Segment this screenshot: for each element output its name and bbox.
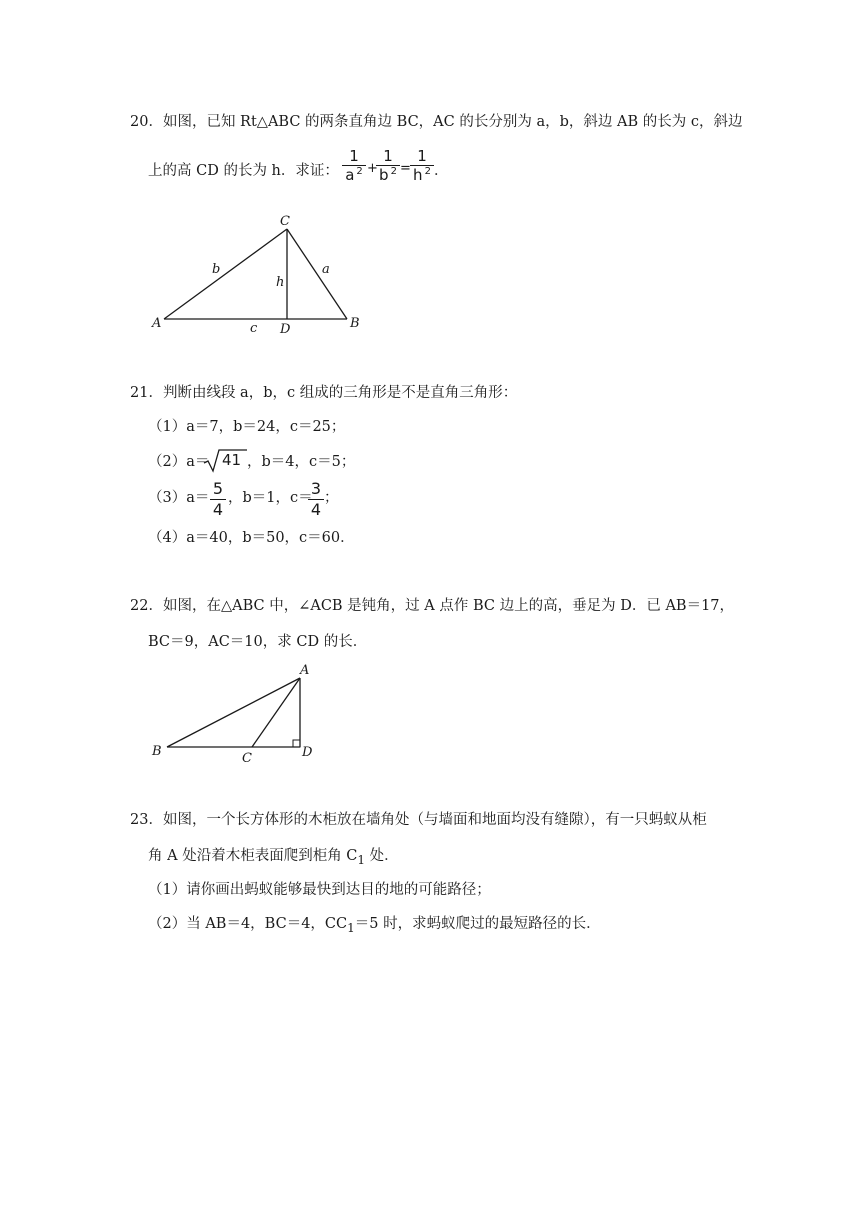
problem-21-item-3-suffix: ； bbox=[324, 490, 339, 506]
vertex-c-label: C bbox=[242, 751, 252, 766]
radicand-41: 41 bbox=[222, 451, 242, 469]
vertex-b-label: B bbox=[152, 744, 162, 759]
problem-23-line2: 角 A 处沿着木柜表面爬到柜角 $C_1$ 处． bbox=[148, 848, 399, 867]
problem-22-triangle-figure bbox=[145, 660, 335, 770]
vertex-a-label: A bbox=[300, 663, 310, 678]
equals-sign: = bbox=[400, 161, 411, 176]
vertex-b-label: B bbox=[350, 316, 360, 331]
side-c-label: c bbox=[250, 321, 258, 336]
fraction-5-over-4: 5 4 bbox=[210, 480, 226, 519]
problem-23-line1: 23．如图，一个长方体形的木柜放在墙角处（与墙面和地面均没有缝隙），有一只蚂蚁从柜 bbox=[130, 812, 707, 828]
problem-20-line1: 20．如图，已知 Rt△ABC 的两条直角边 BC，AC 的长分别为 a，b，斜边 AB 的长为 c，斜边 bbox=[130, 114, 743, 130]
fraction-1-over-b2: 1 b $^2$ bbox=[376, 148, 400, 186]
problem-23-question-1: （1）请你画出蚂蚁能够最快到达目的地的可能路径； bbox=[148, 882, 491, 898]
problem-21-stem: 21．判断由线段 a，b，c 组成的三角形是不是直角三角形： bbox=[130, 385, 518, 401]
problem-21-item-1: （1）a＝7，b＝24，c＝25； bbox=[148, 419, 346, 435]
side-a-label: a bbox=[322, 262, 330, 277]
vertex-d-label: D bbox=[280, 322, 291, 337]
problem-21-item-2-prefix: （2）a＝ bbox=[148, 454, 210, 470]
vertex-a-label: A bbox=[152, 316, 162, 331]
height-h-label: h bbox=[276, 275, 285, 290]
problem-22-line2: BC＝9，AC＝10，求 CD 的长． bbox=[148, 634, 368, 650]
problem-21-item-3-middle: ，b＝1，c＝ bbox=[228, 490, 313, 506]
fraction-1-over-h2: 1 h $^2$ bbox=[410, 148, 434, 186]
vertex-c-label: C bbox=[280, 214, 290, 229]
fraction-1-over-a2: 1 a $^2$ bbox=[342, 148, 366, 186]
problem-22-line1: 22．如图，在△ABC 中，∠ACB 是钝角，过 A 点作 BC 边上的高，垂足为 D．已 AB＝17， bbox=[130, 598, 735, 614]
problem-21-item-4: （4）a＝40，b＝50，c＝60． bbox=[148, 530, 355, 546]
problem-21-item-2-suffix: ，b＝4，c＝5； bbox=[247, 454, 356, 470]
side-b-label: b bbox=[212, 262, 221, 277]
problem-21-item-3-prefix: （3）a＝ bbox=[148, 490, 210, 506]
fraction-3-over-4: 3 4 bbox=[308, 480, 324, 519]
plus-sign: + bbox=[367, 161, 378, 176]
problem-20-line2: 上的高 CD 的长为 h．求证： bbox=[148, 163, 339, 179]
problem-20-triangle-figure bbox=[140, 205, 380, 340]
vertex-d-label: D bbox=[302, 745, 313, 760]
equation-period: ． bbox=[434, 163, 449, 179]
problem-23-question-2: （2）当 AB＝4，BC＝4，$CC_1=5$ 时，求蚂蚁爬过的最短路径的长． bbox=[148, 916, 601, 935]
